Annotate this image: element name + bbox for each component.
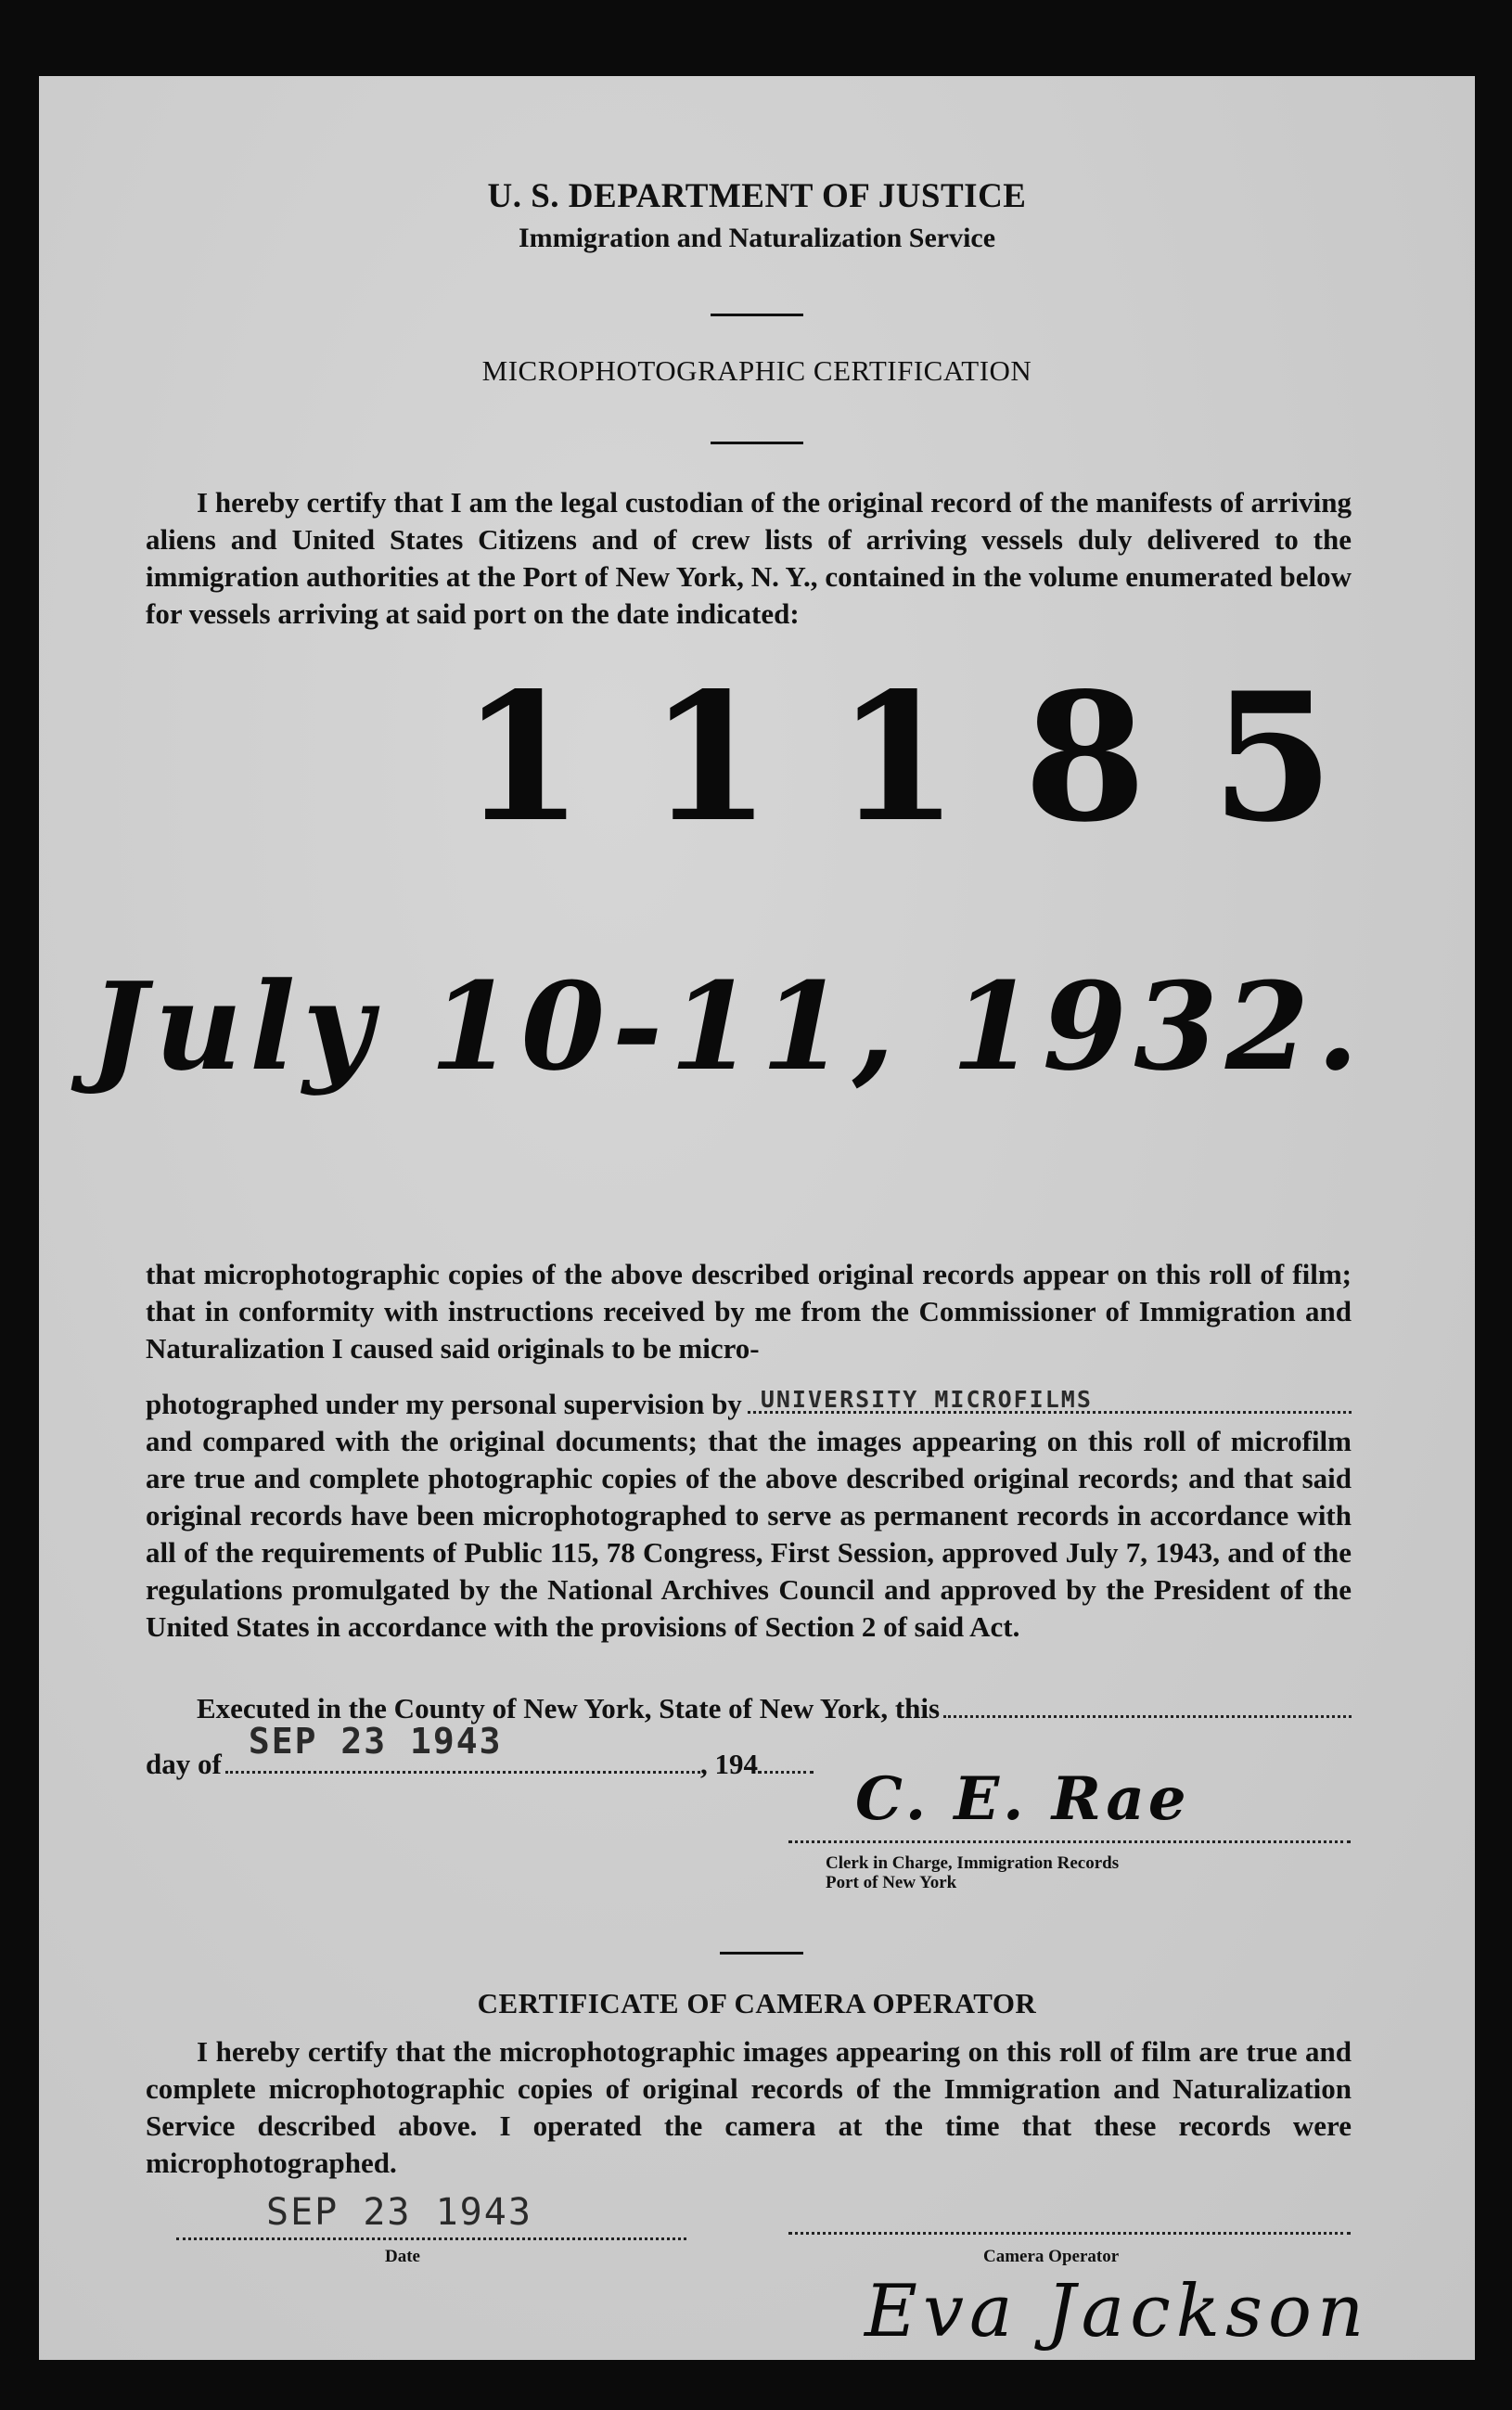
camera-date-stamp: SEP 23 1943 (266, 2191, 532, 2234)
operator-signature-line (788, 2230, 1351, 2235)
operator-label: Camera Operator (983, 2247, 1120, 2266)
supervisor-stamp: UNIVERSITY MICROFILMS (760, 1386, 1093, 1413)
handwritten-volume-number: 11185 (461, 654, 1400, 861)
execution-date-stamp: SEP 23 1943 (248, 1721, 503, 1762)
operator-signature: Eva Jackson (865, 2270, 1370, 2353)
day-of-label: day of (146, 1748, 222, 1780)
clerk-signature: C. E. Rae (855, 1764, 1190, 1834)
certification-title: MICROPHOTOGRAPHIC CERTIFICATION (481, 354, 1032, 387)
clerk-signature-line (788, 1839, 1351, 1843)
day-of-fill-line (225, 1721, 700, 1774)
date-signature-line (176, 2236, 686, 2240)
day-of-line (146, 1721, 814, 1783)
camera-certificate-paragraph: I hereby certify that the microphotographic images appearing on this roll of film are true and complete microphotographic copies of original records of the Immigration and Naturalization Service described above. I operated the camera at the time that these records were microphotographed. (146, 2035, 1352, 2179)
executed-fill-line (943, 1693, 1352, 1718)
body-paragraph-b: and compared with the original documents; that the images appearing on this roll of microfilm are true and complete photographic copies of the above described original records; and that said original records have been microphotographed to serve as permanent records in accordance with all of the requirements of Public 115, 78 Congress, First Session, approved July 7, 1943, and of the regulations promulgated by the National Archives Council and approved by the President of the United States in accordance with the provisions of Section 2 of said Act. (146, 1425, 1352, 1643)
divider-rule (720, 1952, 803, 1955)
camera-certificate-title: CERTIFICATE OF CAMERA OPERATOR (477, 1987, 1037, 2019)
supervisor-fill-line (748, 1387, 1352, 1414)
certificate-sheet (39, 76, 1475, 2360)
handwritten-date: July 10-11, 1932. (90, 955, 1366, 1097)
supervision-label: photographed under my personal supervision by (146, 1388, 742, 1420)
clerk-office: Port of New York (826, 1873, 957, 1892)
intro-paragraph: I hereby certify that I am the legal custodian of the original record of the manifests of arriving aliens and United States Citizens and of crew lists of arriving vessels duly delivered to the immigration authorities at the Port of New York, N. Y., contained in the volume enumerated below for vessels arriving at said port on the date indicated: (146, 486, 1352, 630)
supervision-line (146, 1386, 1352, 1423)
year-fill-line (758, 1749, 814, 1774)
date-label: Date (385, 2247, 420, 2266)
year-suffix: , 194 (700, 1748, 758, 1780)
clerk-title: Clerk in Charge, Immigration Records (826, 1853, 1120, 1873)
department-heading: U. S. DEPARTMENT OF JUSTICE (487, 177, 1027, 215)
service-subheading: Immigration and Naturalization Service (518, 223, 996, 253)
body-paragraph-a: that microphotographic copies of the above described original records appear on this roll of film; that in conformity with instructions received by me from the Commissioner of Immigration and Naturalization I caused said originals to be micro- (146, 1258, 1352, 1365)
divider-rule (711, 442, 803, 444)
divider-rule (711, 314, 803, 316)
executed-label: Executed in the County of New York, State of New York, this (197, 1692, 941, 1724)
